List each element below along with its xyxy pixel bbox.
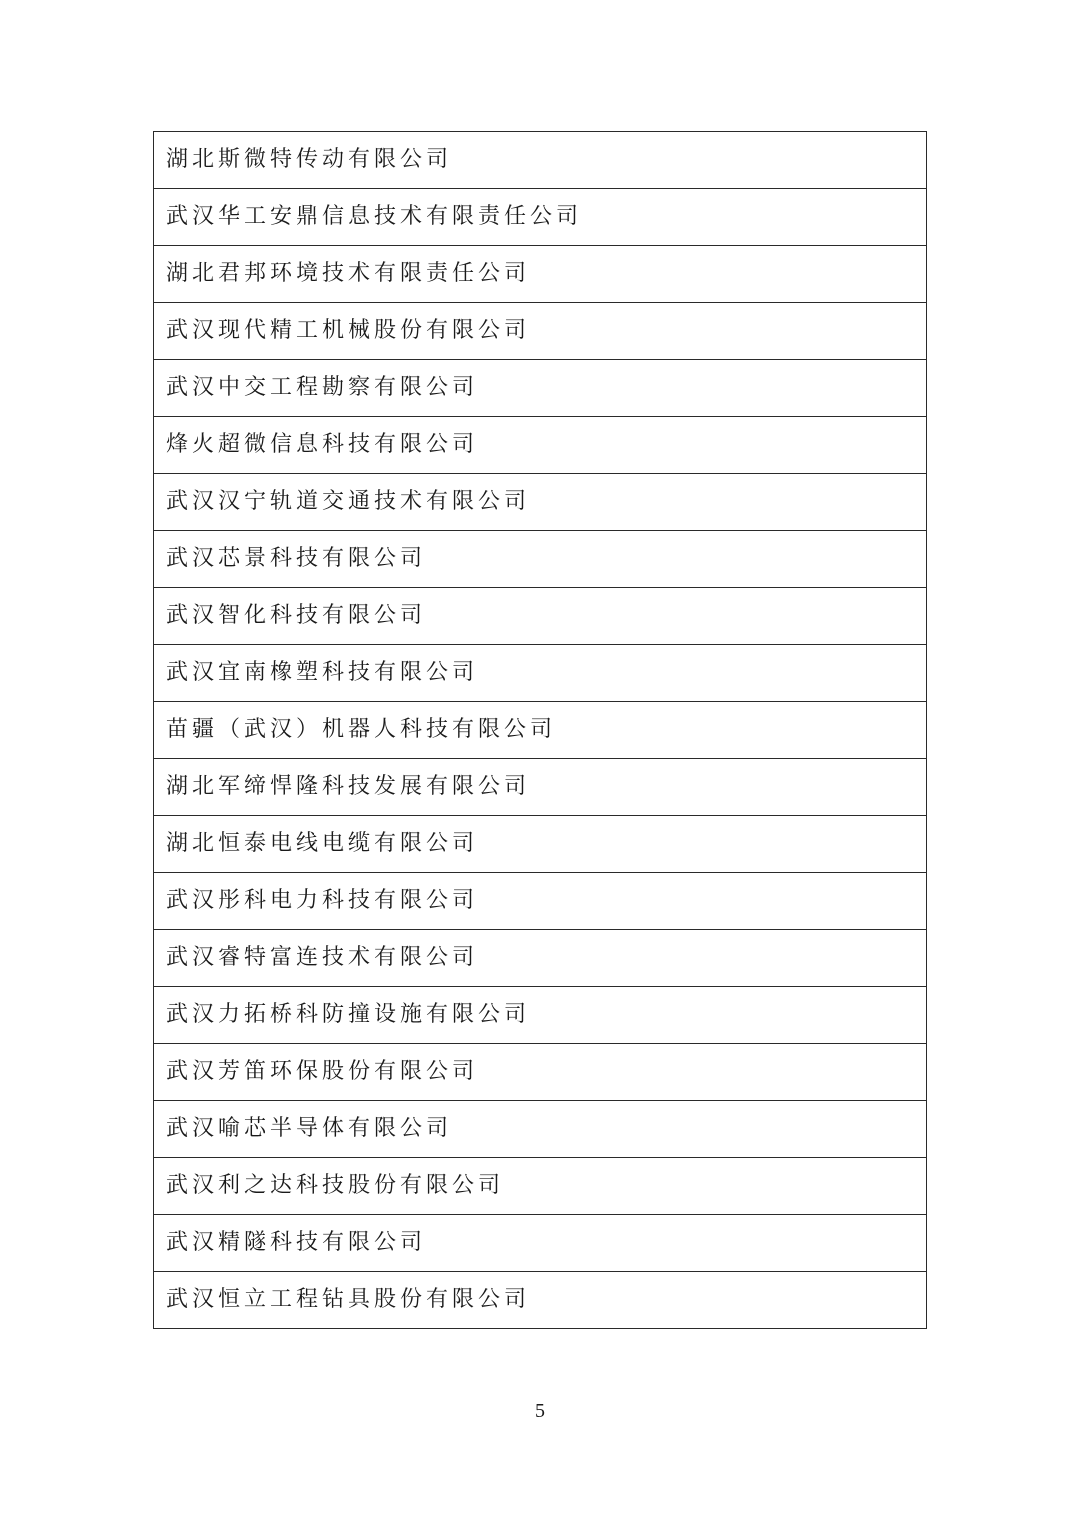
table-row (154, 816, 927, 873)
company-name-cell: 湖北斯微特传动有限公司 (154, 132, 927, 189)
company-name-cell: 苗疆（武汉）机器人科技有限公司 (154, 702, 927, 759)
table-row (154, 474, 927, 531)
table-row (154, 987, 927, 1044)
company-name-cell: 湖北君邦环境技术有限责任公司 (154, 246, 927, 303)
company-name-cell: 武汉芯景科技有限公司 (154, 531, 927, 588)
company-list-table (153, 131, 927, 1329)
table-row (154, 1158, 927, 1215)
company-name-cell: 武汉芳笛环保股份有限公司 (154, 1044, 927, 1101)
company-name-cell: 武汉智化科技有限公司 (154, 588, 927, 645)
table-row (154, 645, 927, 702)
table-row (154, 1272, 927, 1329)
company-name-cell: 武汉华工安鼎信息技术有限责任公司 (154, 189, 927, 246)
table-row (154, 417, 927, 474)
company-name-cell: 武汉利之达科技股份有限公司 (154, 1158, 927, 1215)
company-name-cell: 武汉喻芯半导体有限公司 (154, 1101, 927, 1158)
company-name-cell: 武汉恒立工程钻具股份有限公司 (154, 1272, 927, 1329)
company-name-cell: 烽火超微信息科技有限公司 (154, 417, 927, 474)
table-row (154, 531, 927, 588)
table-row (154, 759, 927, 816)
table-row (154, 702, 927, 759)
table-row (154, 303, 927, 360)
company-name-cell: 武汉现代精工机械股份有限公司 (154, 303, 927, 360)
table-row (154, 1044, 927, 1101)
table-row (154, 189, 927, 246)
table-row (154, 930, 927, 987)
table-row (154, 1215, 927, 1272)
table-row (154, 588, 927, 645)
company-name-cell: 武汉中交工程勘察有限公司 (154, 360, 927, 417)
table-row (154, 1101, 927, 1158)
company-name-cell: 武汉宜南橡塑科技有限公司 (154, 645, 927, 702)
company-name-cell: 湖北恒泰电线电缆有限公司 (154, 816, 927, 873)
company-name-cell: 武汉力拓桥科防撞设施有限公司 (154, 987, 927, 1044)
company-name-cell: 武汉汉宁轨道交通技术有限公司 (154, 474, 927, 531)
company-name-cell: 武汉彤科电力科技有限公司 (154, 873, 927, 930)
table-row (154, 873, 927, 930)
company-name-cell: 湖北军缔悍隆科技发展有限公司 (154, 759, 927, 816)
page-number: 5 (535, 1400, 545, 1422)
table-row (154, 360, 927, 417)
company-name-cell: 武汉睿特富连技术有限公司 (154, 930, 927, 987)
company-name-cell: 武汉精隧科技有限公司 (154, 1215, 927, 1272)
table-row (154, 246, 927, 303)
table-row (154, 132, 927, 189)
